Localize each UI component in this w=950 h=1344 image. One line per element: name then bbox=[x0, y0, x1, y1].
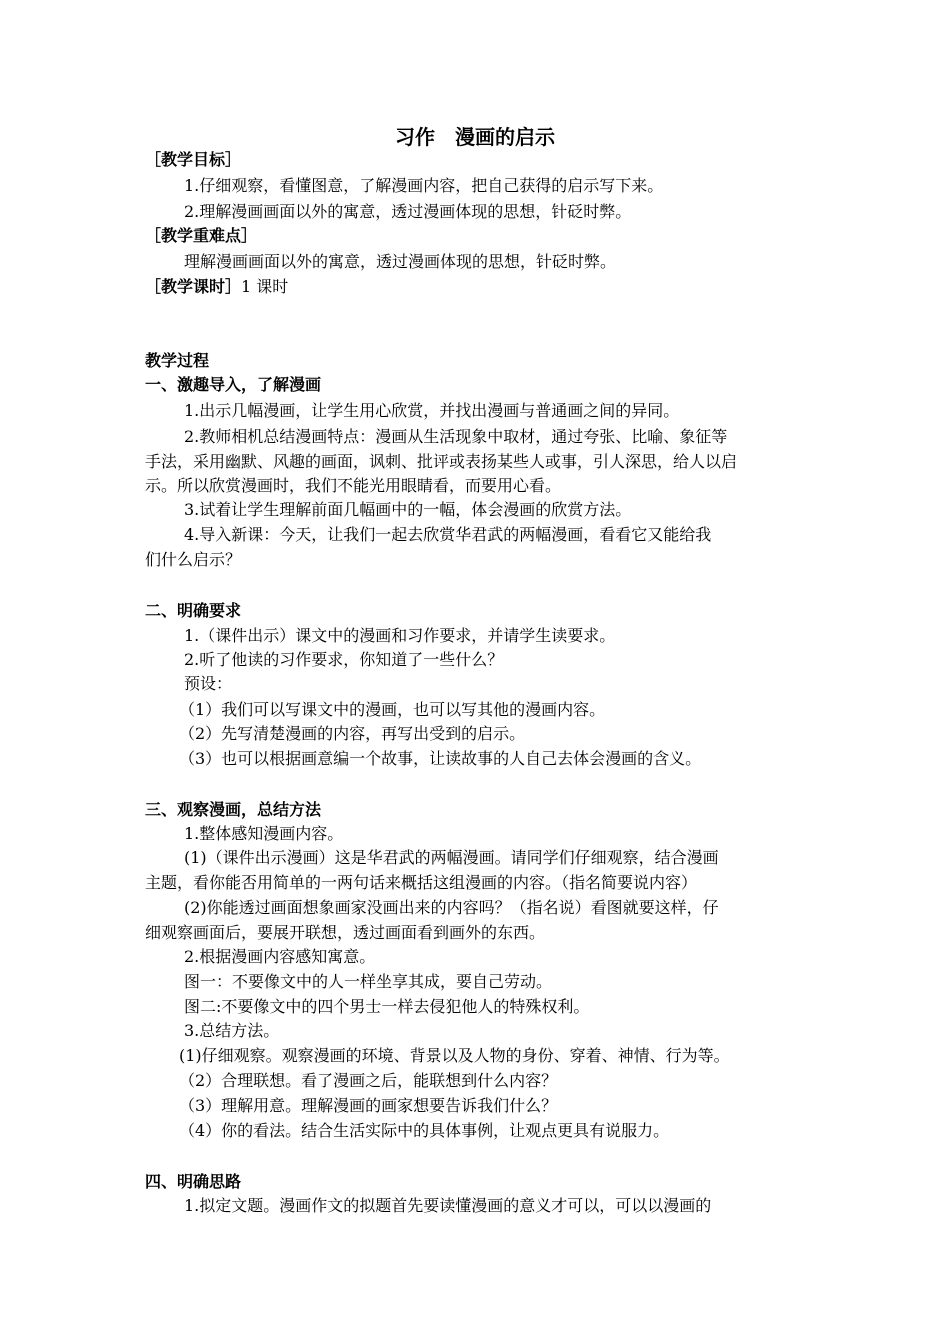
s3-picture-1-meaning: 图一：不要像文中的人一样坐享其成，要自己劳动。 bbox=[184, 972, 553, 991]
s3-method-3: （3）理解用意。理解漫画的画家想要告诉我们什么？ bbox=[179, 1096, 558, 1115]
s3-method-1: (1)仔细观察。观察漫画的环境、背景以及人物的身份、穿着、神情、行为等。 bbox=[179, 1046, 730, 1065]
s1-paragraph-2-line-1: 2.教师相机总结漫画特点：漫画从生活现象中取材，通过夸张、比喻、象征等 bbox=[184, 427, 728, 446]
s1-paragraph-4-line-1: 4.导入新课：今天，让我们一起去欣赏华君武的两幅漫画，看看它又能给我 bbox=[184, 525, 712, 544]
s3-method-2: （2）合理联想。看了漫画之后，能联想到什么内容？ bbox=[179, 1071, 558, 1090]
s2-preset-label: 预设： bbox=[184, 674, 233, 693]
s1-paragraph-4-line-2: 们什么启示？ bbox=[145, 550, 242, 569]
section-2-heading: 二、明确要求 bbox=[145, 601, 242, 620]
key-points-text: 理解漫画画面以外的寓意，透过漫画体现的思想，针砭时弊。 bbox=[184, 252, 617, 271]
s2-option-3: （3）也可以根据画意编一个故事，让读故事的人自己去体会漫画的含义。 bbox=[179, 749, 702, 768]
s3-paragraph-4: 2.根据漫画内容感知寓意。 bbox=[184, 947, 376, 966]
goal-item-1: 1.仔细观察，看懂图意，了解漫画内容，把自己获得的启示写下来。 bbox=[184, 176, 664, 195]
s1-paragraph-2-line-3: 示。所以欣赏漫画时，我们不能光用眼睛看，而要用心看。 bbox=[145, 476, 562, 495]
process-header: 教学过程 bbox=[145, 351, 210, 370]
s3-method-4: （4）你的看法。结合生活实际中的具体事例，让观点更具有说服力。 bbox=[179, 1121, 670, 1140]
s2-option-1: （1）我们可以写课文中的漫画，也可以写其他的漫画内容。 bbox=[179, 700, 606, 719]
goal-item-2: 2.理解漫画画面以外的寓意，透过漫画体现的思想，针砭时弊。 bbox=[184, 202, 632, 221]
document-title: 习作 漫画的启示 bbox=[395, 125, 555, 149]
s2-option-2: （2）先写清楚漫画的内容，再写出受到的启示。 bbox=[179, 724, 526, 743]
s3-paragraph-1: 1.整体感知漫画内容。 bbox=[184, 824, 344, 843]
class-hours-line bbox=[145, 275, 809, 299]
class-hours-header: ［教学课时］ bbox=[145, 277, 242, 296]
key-points-header: ［教学重难点］ bbox=[145, 226, 258, 245]
s3-paragraph-2-line-2: 主题，看你能否用简单的一两句话来概括这组漫画的内容。（指名简要说内容） bbox=[145, 873, 698, 892]
s3-picture-2-meaning: 图二:不要像文中的四个男士一样去侵犯他人的特殊权利。 bbox=[184, 997, 590, 1016]
s4-paragraph-1: 1.拟定文题。漫画作文的拟题首先要读懂漫画的意义才可以，可以以漫画的 bbox=[184, 1196, 712, 1215]
s3-paragraph-3-line-2: 细观察画面后，要展开联想，透过画面看到画外的东西。 bbox=[145, 923, 546, 942]
s1-paragraph-3: 3.试着让学生理解前面几幅画中的一幅，体会漫画的欣赏方法。 bbox=[184, 500, 632, 519]
s3-paragraph-3-line-1: (2)你能透过画面想象画家没画出来的内容吗？（指名说）看图就要这样，仔 bbox=[184, 898, 719, 917]
s2-paragraph-2: 2.听了他读的习作要求，你知道了一些什么？ bbox=[184, 650, 504, 669]
section-4-heading: 四、明确思路 bbox=[145, 1172, 242, 1191]
s3-summary-label: 3.总结方法。 bbox=[184, 1021, 280, 1040]
s3-paragraph-2-line-1: (1)（课件出示漫画）这是华君武的两幅漫画。请同学们仔细观察，结合漫画 bbox=[184, 848, 719, 867]
section-1-heading: 一、激趣导入，了解漫画 bbox=[145, 375, 322, 394]
s1-paragraph-1: 1.出示几幅漫画，让学生用心欣赏，并找出漫画与普通画之间的异同。 bbox=[184, 401, 680, 420]
section-3-heading: 三、观察漫画，总结方法 bbox=[145, 800, 322, 819]
s1-paragraph-2-line-2: 手法，采用幽默、风趣的画面，讽刺、批评或表扬某些人或事，引人深思，给人以启 bbox=[145, 452, 738, 471]
class-hours-value: 1 课时 bbox=[241, 277, 289, 296]
goals-header: ［教学目标］ bbox=[145, 150, 242, 169]
s2-paragraph-1: 1.（课件出示）课文中的漫画和习作要求，并请学生读要求。 bbox=[184, 626, 616, 645]
